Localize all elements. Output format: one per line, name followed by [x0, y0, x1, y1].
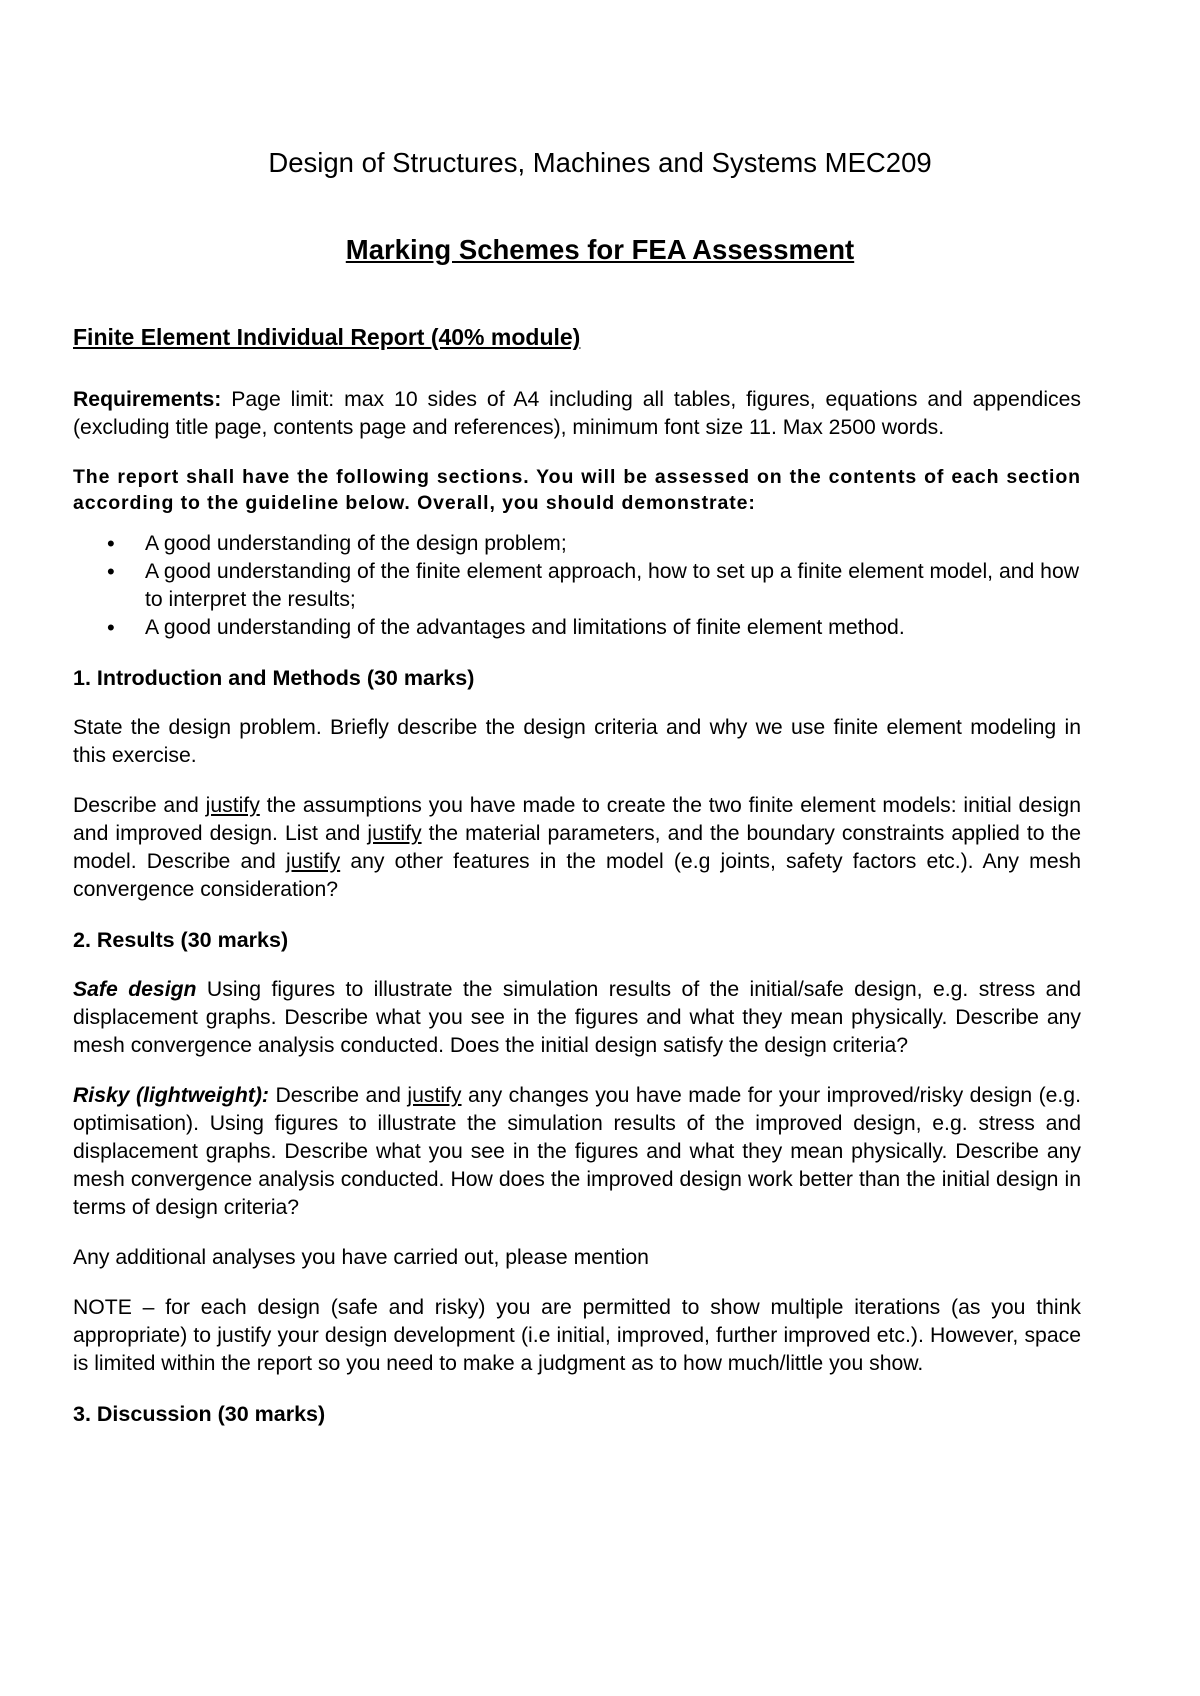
text-run: the assumptions you have made to create the two finite element models: initial design and improved design. List and	[73, 794, 1081, 845]
requirements-label: Requirements:	[73, 388, 222, 411]
course-title: Design of Structures, Machines and Systems MEC209	[268, 147, 932, 178]
text-run: any other features in the model (e.g joints, safety factors etc.). Any mesh convergence consideration?	[73, 850, 1081, 901]
underlined-word: justify	[205, 794, 260, 817]
safe-design-paragraph	[73, 976, 1081, 1060]
requirements-paragraph	[73, 386, 1081, 442]
section-1-paragraph-1: State the design problem. Briefly describe the design criteria and why we use finite element modeling in this exercise.	[73, 716, 1081, 767]
section-3-heading: 3. Discussion (30 marks)	[73, 1402, 326, 1426]
demonstrate-list	[73, 530, 1081, 642]
list-item: • A good understanding of the advantages and limitations of finite element method.	[145, 614, 1081, 642]
text-run: Describe and	[268, 1084, 408, 1107]
safe-design-label: Safe design	[73, 978, 197, 1001]
sections-intro: The report shall have the following sections. You will be assessed on the contents of each section according to the guideline below. Overall, you should demonstrate:	[73, 466, 1081, 514]
underlined-word: justify	[367, 822, 422, 845]
section-2-heading: 2. Results (30 marks)	[73, 928, 289, 952]
report-title: Finite Element Individual Report (40% module)	[73, 324, 581, 350]
list-item: • A good understanding of the design problem;	[145, 530, 1081, 558]
marking-scheme-title: Marking Schemes for FEA Assessment	[345, 234, 855, 265]
risky-design-label: Risky (lightweight):	[73, 1084, 269, 1107]
text-run: the material parameters, and the boundary constraints applied to the model. Describe and	[73, 822, 1081, 873]
note-paragraph: NOTE – for each design (safe and risky) you are permitted to show multiple iterations (as you think appropriate) to justify your design development (i.e initial, improved, further improved etc.). However, space is limited within the report so you need to make a judgment as to how much/little you show.	[73, 1296, 1081, 1375]
text-run: any changes you have made for your improved/risky design (e.g. optimisation). Using figures to illustrate the simulation results of the improved design, e.g. stress and displacement graphs. Describe what you see in the figures and what they mean physically. Describe any mesh convergence analysis conducted. How does the improved design work better than the initial design in terms of design criteria?	[73, 1084, 1081, 1219]
risky-design-paragraph	[73, 1082, 1081, 1222]
underlined-word: justify	[407, 1084, 462, 1107]
additional-analyses-paragraph: Any additional analyses you have carried out, please mention	[73, 1246, 649, 1269]
text-run: Describe and	[73, 794, 206, 817]
requirements-text: Page limit: max 10 sides of A4 including all tables, figures, equations and appendices (excluding title page, contents page and references), minimum font size 11. Max 2500 words.	[73, 388, 1081, 439]
text-run: Using figures to illustrate the simulation results of the initial/safe design, e.g. stress and displacement graphs. Describe what you see in the figures and what they mean physically. Describe any mesh convergence analysis conducted. Does the initial design satisfy the design criteria?	[73, 978, 1082, 1057]
section-1-paragraph-2	[73, 792, 1081, 904]
section-1-heading: 1. Introduction and Methods (30 marks)	[73, 666, 475, 690]
underlined-word: justify	[286, 850, 341, 873]
list-item: • A good understanding of the finite element approach, how to set up a finite element model, and how to interpret the results;	[145, 558, 1081, 614]
document-body	[73, 322, 1081, 1428]
